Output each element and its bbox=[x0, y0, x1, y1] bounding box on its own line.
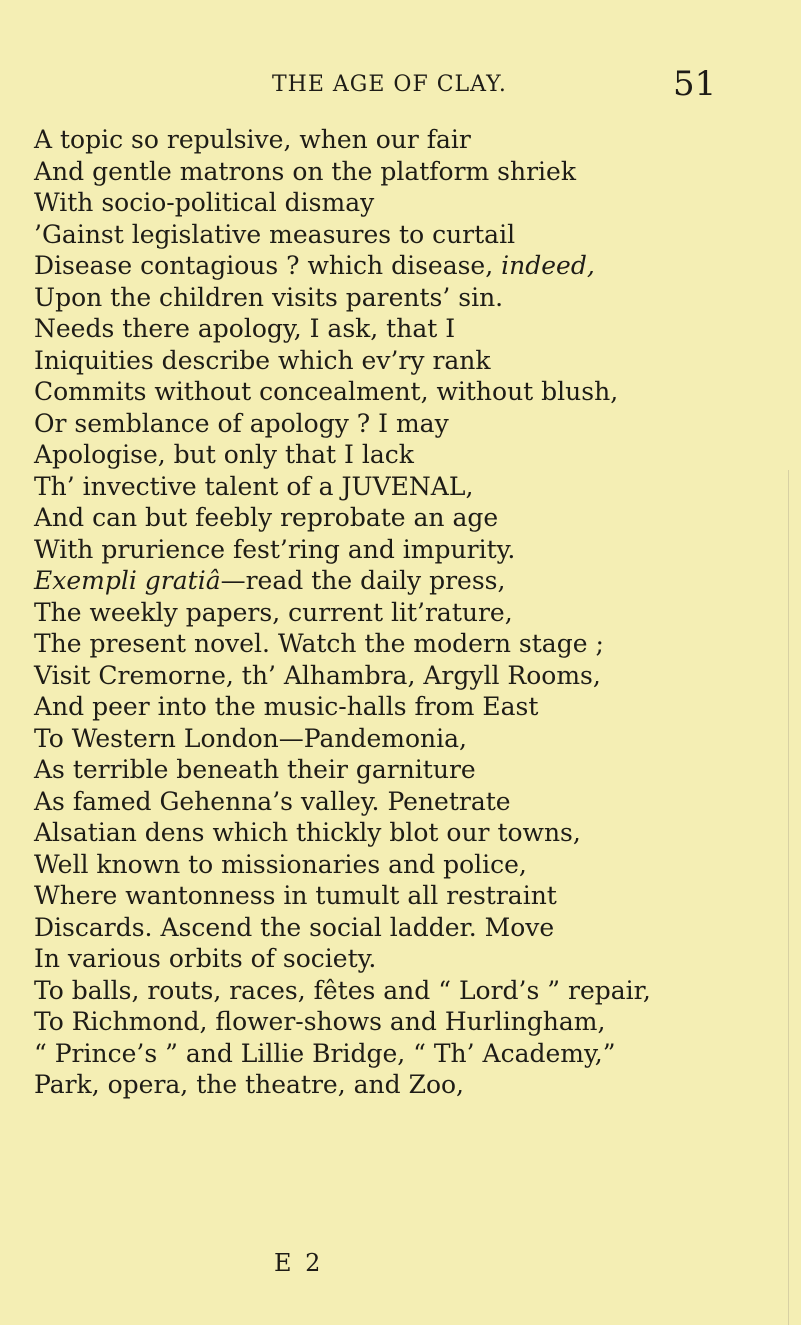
poem-line: As famed Gehenna’s valley. Penetrate bbox=[34, 786, 511, 816]
poem-line: And can but feebly reprobate an age bbox=[34, 503, 499, 532]
signature-mark: E 2 bbox=[274, 1249, 324, 1277]
page-number: 51 bbox=[673, 64, 717, 104]
poem-line: As terrible beneath their garniture bbox=[34, 755, 476, 784]
poem-line: With prurience fest’ring and impurity. bbox=[34, 534, 516, 564]
poem-line: The present novel. Watch the modern stage ; bbox=[34, 629, 604, 658]
poem-line: The weekly papers, current lit’rature, bbox=[34, 597, 513, 627]
poem-line: To Richmond, flower-shows and Hurlingham, bbox=[34, 1007, 606, 1036]
poem-line: Or semblance of apology ? I may bbox=[34, 408, 449, 438]
poem-line: Iniquities describe which ev’ry rank bbox=[34, 345, 491, 375]
running-title: THE AGE OF CLAY. bbox=[272, 72, 507, 97]
poem-line: With socio-political dismay bbox=[34, 188, 375, 217]
poem-line: ’Gainst legislative measures to curtail bbox=[34, 219, 516, 249]
poem-line: A topic so repulsive, when our fair bbox=[34, 125, 471, 154]
poem-line: Needs there apology, I ask, that I bbox=[34, 314, 456, 343]
poem-line: And peer into the music-halls from East bbox=[34, 692, 539, 721]
poem-line: And gentle matrons on the platform shriek bbox=[34, 156, 576, 186]
poem-line: Well known to missionaries and police, bbox=[34, 849, 527, 879]
poem-line: To balls, routs, races, fêtes and “ Lord’s ” repair, bbox=[34, 975, 651, 1005]
poem-body bbox=[34, 124, 794, 1101]
page-header bbox=[0, 64, 801, 104]
poem-line: Park, opera, the theatre, and Zoo, bbox=[34, 1070, 464, 1099]
poem-line: Where wantonness in tumult all restraint bbox=[34, 881, 557, 910]
poem-line bbox=[34, 250, 794, 282]
poem-line: Th’ invective talent of a JUVENAL, bbox=[34, 471, 474, 501]
poem-line: To Western London—Pandemonia, bbox=[34, 723, 467, 753]
poem-line: Alsatian dens which thickly blot our towns, bbox=[34, 818, 581, 847]
poem-line: Visit Cremorne, th’ Alhambra, Argyll Rooms, bbox=[34, 660, 601, 690]
poem-line: In various orbits of society. bbox=[34, 944, 377, 973]
line-text: Disease contagious ? which disease, bbox=[34, 251, 502, 280]
poem-line: Apologise, but only that I lack bbox=[34, 440, 414, 469]
poem-line: Commits without concealment, without blush, bbox=[34, 377, 619, 406]
poem-line: “ Prince’s ” and Lillie Bridge, “ Th’ Academy,” bbox=[34, 1038, 616, 1068]
italic-text: Exempli gratiâ bbox=[34, 566, 221, 595]
page-edge-line bbox=[788, 470, 789, 1325]
italic-text: indeed, bbox=[501, 251, 595, 280]
line-text: —read the daily press, bbox=[220, 566, 506, 595]
poem-line: Upon the children visits parents’ sin. bbox=[34, 282, 504, 312]
poem-line bbox=[34, 565, 794, 597]
poem-line: Discards. Ascend the social ladder. Move bbox=[34, 912, 555, 942]
